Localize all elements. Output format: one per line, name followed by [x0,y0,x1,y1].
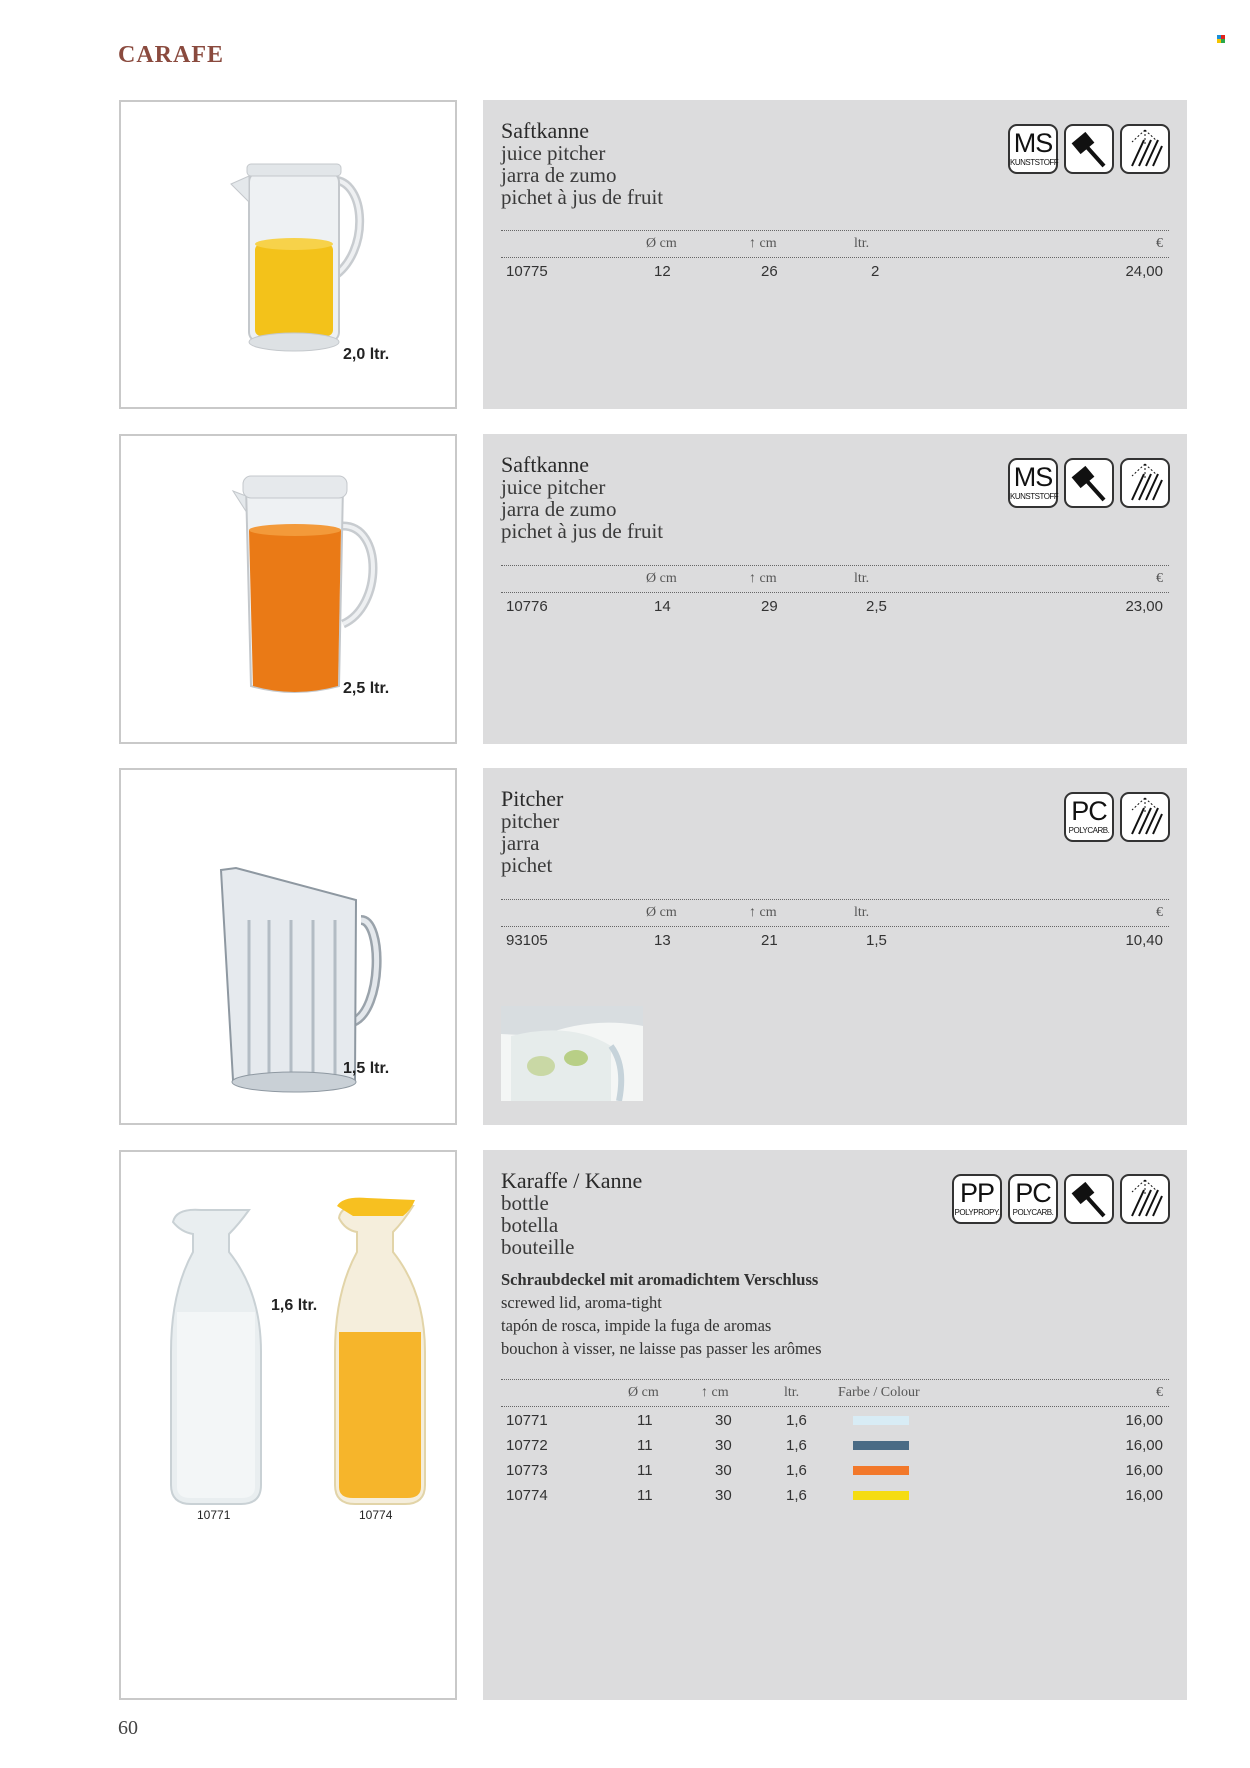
name-english: pitcher [501,809,560,833]
colour-swatch [853,1491,909,1500]
product-photo-pitcher-1-5l [119,768,457,1125]
material-badges [952,1174,1170,1224]
material-badges [1008,458,1170,508]
capacity-label: 2,5 ltr. [343,680,390,697]
table-row: 10772 11 30 1,6 16,00 [506,1437,1163,1454]
product-names [501,120,663,208]
name-english: bottle [501,1191,549,1215]
description-spanish: tapón de rosca, impide la fuga de aromas [501,1316,772,1335]
height-arrow-icon: ↑ cm [749,905,777,920]
name-spanish: jarra de zumo [501,497,617,521]
spec-header: Ø cm ↑ cm ltr. € [646,905,1163,920]
photo-code-label: 10774 [359,1508,393,1522]
name-german: Pitcher [501,786,564,811]
height-arrow-icon: ↑ cm [749,236,777,251]
material-badges [1064,792,1170,842]
capacity-label: 1,5 ltr. [343,1060,390,1077]
product-panel-10775 [483,100,1187,409]
product-names [501,454,663,542]
dishwasher-safe-icon [1120,1174,1170,1224]
dishwasher-safe-icon [1120,458,1170,508]
spec-header: Ø cm ↑ cm ltr. Farbe / Colour € [628,1385,1163,1400]
bottles-image [121,1152,455,1698]
pouring-water-photo [501,1006,643,1101]
table-row: 10771 11 30 1,6 16,00 [506,1412,1163,1429]
dishwasher-safe-icon [1120,792,1170,842]
spec-table [501,899,1169,952]
juice-pitcher-image [121,102,455,407]
name-french: pichet à jus de fruit [501,519,664,543]
spec-table [501,1379,1169,1507]
product-photo-juice-pitcher-2-5l [119,434,457,744]
photo-code-label: 10771 [197,1508,231,1522]
table-row: 10773 11 30 1,6 16,00 [506,1462,1163,1479]
page-title: CARAFE [118,42,224,68]
spec-table [501,565,1169,618]
hammer-unbreakable-icon [1064,124,1114,174]
dishwasher-safe-icon [1120,124,1170,174]
name-spanish: jarra de zumo [501,163,617,187]
name-french: bouteille [501,1235,575,1259]
name-spanish: jarra [501,831,540,855]
name-german: Karaffe / Kanne [501,1168,643,1193]
pc-polycarbonate-icon: PC POLYCARB. [1008,1174,1058,1224]
hammer-unbreakable-icon [1064,458,1114,508]
table-row: 10774 11 30 1,6 16,00 [506,1487,1163,1504]
product-names [501,788,563,876]
ms-plastic-icon: MS KUNSTSTOFF [1008,124,1058,174]
product-names [501,1170,642,1258]
table-row: 10775 12 26 2 24,00 [506,263,1163,280]
name-french: pichet [501,853,553,877]
product-panel-bottle [483,1150,1187,1700]
name-german: Saftkanne [501,452,589,477]
product-panel-93105 [483,768,1187,1125]
hammer-unbreakable-icon [1064,1174,1114,1224]
table-row: 10776 14 29 2,5 23,00 [506,598,1163,615]
page-number: 60 [118,1717,138,1739]
colour-swatch [853,1416,909,1425]
capacity-label: 2,0 ltr. [343,346,390,363]
color-mark-icon [1217,35,1225,43]
height-arrow-icon: ↑ cm [701,1385,729,1400]
material-badges [1008,124,1170,174]
description-french: bouchon à visser, ne laisse pas passer les arômes [501,1339,822,1358]
capacity-label: 1,6 ltr. [271,1297,318,1314]
product-panel-10776 [483,434,1187,744]
colour-swatch [853,1466,909,1475]
pitcher-image [121,770,455,1123]
colour-swatch [853,1441,909,1450]
name-french: pichet à jus de fruit [501,185,664,209]
pc-polycarbonate-icon: PC POLYCARB. [1064,792,1114,842]
juice-pitcher-image [121,436,455,742]
height-arrow-icon: ↑ cm [749,571,777,586]
ms-plastic-icon: MS KUNSTSTOFF [1008,458,1058,508]
product-description [501,1268,822,1360]
product-photo-bottles-1-6l [119,1150,457,1700]
description-german: Schraubdeckel mit aromadichtem Verschluss [501,1270,819,1289]
name-english: juice pitcher [501,141,606,165]
product-photo-juice-pitcher-2l [119,100,457,409]
spec-header: Ø cm ↑ cm ltr. € [646,571,1163,586]
description-english: screwed lid, aroma-tight [501,1293,662,1312]
name-german: Saftkanne [501,118,589,143]
name-english: juice pitcher [501,475,606,499]
table-row: 93105 13 21 1,5 10,40 [506,932,1163,949]
name-spanish: botella [501,1213,559,1237]
spec-table [501,230,1169,283]
spec-header: Ø cm ↑ cm ltr. € [646,236,1163,251]
pp-polypropylene-icon: PP POLYPROPY. [952,1174,1002,1224]
